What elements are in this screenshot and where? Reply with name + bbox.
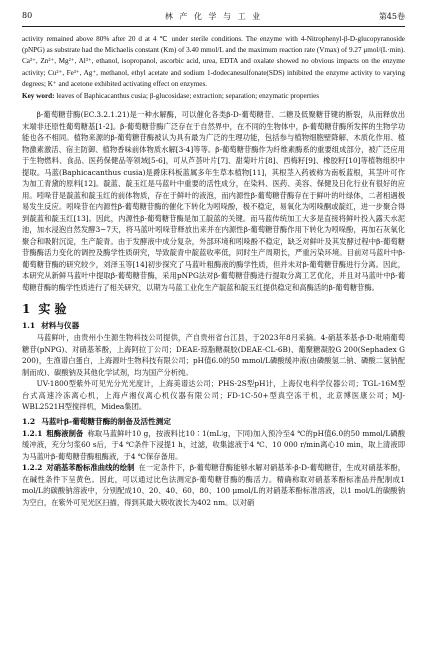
- section-heading-1: 1 实 验: [22, 302, 67, 317]
- keywords-text: leaves of Baphicacanthus cusia; β-glucosidase; extraction; separation; enzymatic properties: [56, 92, 320, 101]
- running-header: [22, 11, 405, 25]
- abstract-tail: activity remained above 80% after 20 d at 4 ℃ under sterile conditions. The enzyme with 4-Nitrophenyl-β-D-glucopyranoside (pNPG) as substrate had the Michaelis constant (Km) of 3.40 mmol/L and the maximum reaction rate (Vmax) of 9.27 μmol/(L·min). Ca²⁺, Zn²⁺, Mg²⁺, Al³⁺, ethanol, isopropanol, ascorbic acid, urea, EDTA and oxalate showed no obvious impacts on the enzyme activity; Cu²⁺, Fe³⁺, Ag⁺, methanol, ethyl acetate and sodium 1-dodecanesulfonate(SDS) inhibited the enzyme activity to varying degrees; K⁺ and acetone exhibited activating effect on enzymes.: [22, 35, 405, 88]
- instruments-paragraph: UV-1800型紫外可见光分光光度计，上海美谱达公司；PHS-2S型pH计，上海仪电科学仪器公司；TGL-16M型台式高速冷冻离心机，上海卢湘仪离心机仪器有限公司；FD-1C-50+型真空冻干机，北京博医康公司；MJ-WBL2521H型搅拌机，Midea集团。: [22, 379, 405, 412]
- standard-curve-paragraph: 1.2.2 对硝基苯酚标准曲线的绘制 在一定条件下，β-葡萄糖苷酶能够水解对硝基苯-β-D-葡萄糖苷，生成对硝基苯酚，在碱性条件下呈黄色。因此，可以通过比色法测定β-葡萄糖苷酶的酶活力。精确称取对硝基苯酚标准品并配制成1 mol/L的碳酸钠溶液中，分别配成10、20、40、60、80、100 μmol/L的对硝基苯酚标准溶液，以1 mol/L的碳酸钠为空白，在紫外可见光区扫描，得到其最大吸收波长为402 nm。以对硝: [22, 463, 405, 507]
- materials-paragraph: 马蓝鲜叶，由贵州小生源生物科技公司提供，产自贵州省台江县，于2023年8月采摘。4-硝基苯基-β-D-吡喃葡萄糖苷(pNPG)、对硝基苯酚，上海阿拉丁公司；DEAE-琼脂糖凝胶(DEAE-CL-6B)、葡聚糖凝胶G 200(Sephadex G 200)，生渔谱白蛋白，上海源叶生物科技有限公司；pH值6.0的50 mmol/L磷酸缓冲液(由磷酸氢二钠、磷酸二氢钠配制而成)、碳酸钠及其他化学试剂，均为国产分析纯。: [22, 333, 405, 377]
- subsection-heading-1-1: 1.1 材料与仪器: [22, 321, 80, 331]
- article-body: [22, 34, 405, 508]
- keywords-label: Key word:: [22, 92, 55, 101]
- page-number: 80: [22, 11, 33, 20]
- crude-enzyme-paragraph: 1.2.1 粗酶液制备 称取马蓝鲜叶10 g，按液料比10∶1(mL∶g，下同)加入预冷至4 ℃的pH值6.0的50 mmol/L磷酸缓冲液，充分匀浆60 s后，于4 ℃条件下浸提1 h，过滤，收集滤液于4 ℃、10 000 r/min离心10 min，取上清液即为马蓝叶β-葡萄糖苷酶粗酶液，于4 ℃保存备用。: [22, 428, 406, 461]
- header-rule: [22, 26, 405, 27]
- intro-paragraph: β-葡萄糖苷酶(EC.3.2.1.21)是一种水解酶，可以催化各类β-D-葡萄糖苷、二糖及低聚糖苷键的断裂，从而释放出末端非还原性葡萄糖基[1-2]。β-葡萄糖苷酶广泛存在于自然界中，在不同的生物体中，β-葡萄糖苷酶所发挥的生物学功能也各不相同。植物来源的β-葡萄糖苷酶被认为具有最为广泛的生理功能，包括参与植物细胞壁降解、木质化作用、植物激素激活、宿主防御、植物香味前体物质水解[3-4]等等。β-葡萄糖苷酶作为纤维素酶系的重要组成部分，被广泛应用于生物燃料、食品、医药保健品等领域[5-6]，可从芦荟叶片[7]、甜菊叶片[8]、西梅籽[9]、橡胶籽[10]等植物组织中提取。马蓝(Baphicacanthus cusia)是爵床科板蓝属多年生草本植物[11]，其根茎入药被称为南板蓝根，其茎叶可作为加工青黛的原料[12]。靛蓝、靛玉红是马蓝叶中重要的活性成分，在染料、医药、美容、保健及日化行业有很好的应用。吲哚苷是靛蓝和靛玉红的前体物质，存在于鲜叶的液泡，而内源性β-葡萄糖苷酶存在于鲜叶的叶绿体，二者相遇极易发生反应。吲哚苷在内源性β-葡萄糖苷酶的催化下转化为吲哚酚，极不稳定，易氧化为吲哚酮或靛红，进一步聚合得到靛蓝和靛玉红[13]。因此，内源性β-葡萄糖苷酶是加工靛蓝的关键。而马蓝传统加工大多是直接将鲜叶投入露天水泥池，加水浸泡自然发酵3~7天，将马蓝叶吲哚苷释放出来并在内源性β-葡萄糖苷酶作用下转化为吲哚酚，再加石灰氧化聚合和吸附沉淀，生产靛青。由于发酵液中成分复杂，外部环境和吲哚酚不稳定，缺乏对鲜叶及其发酵过程中β-葡萄糖苷酶酶活力变化的调控及酶学性质研究，导致靛青中靛蓝收率低，同时生产周期长，严重污染环境。目前对马蓝叶中β-葡萄糖苷酶的研究较少，刘泽玉等[14]初步探究了马蓝叶粗酶液的酶学性质，但并未对β-葡萄糖苷酶进行分离。因此，本研究从新鲜马蓝叶中提取β-葡萄糖苷酶，采用pNPG法对β-葡萄糖苷酶进行提取分离工艺优化，并且对马蓝叶中β-葡萄糖苷酶的酶学性质进行了相关研究，以期为马蓝工业化生产靛蓝和靛玉红提供稳定和高酶活的β-葡萄糖苷酶。: [22, 110, 405, 292]
- volume-label: 第45卷: [378, 12, 405, 21]
- keywords: [22, 91, 405, 102]
- journal-title: 林 产 化 学 与 工 业: [164, 12, 263, 21]
- subsection-heading-1-2: 1.2 马蓝叶β-葡萄糖苷酶的制备及活性测定: [22, 416, 171, 426]
